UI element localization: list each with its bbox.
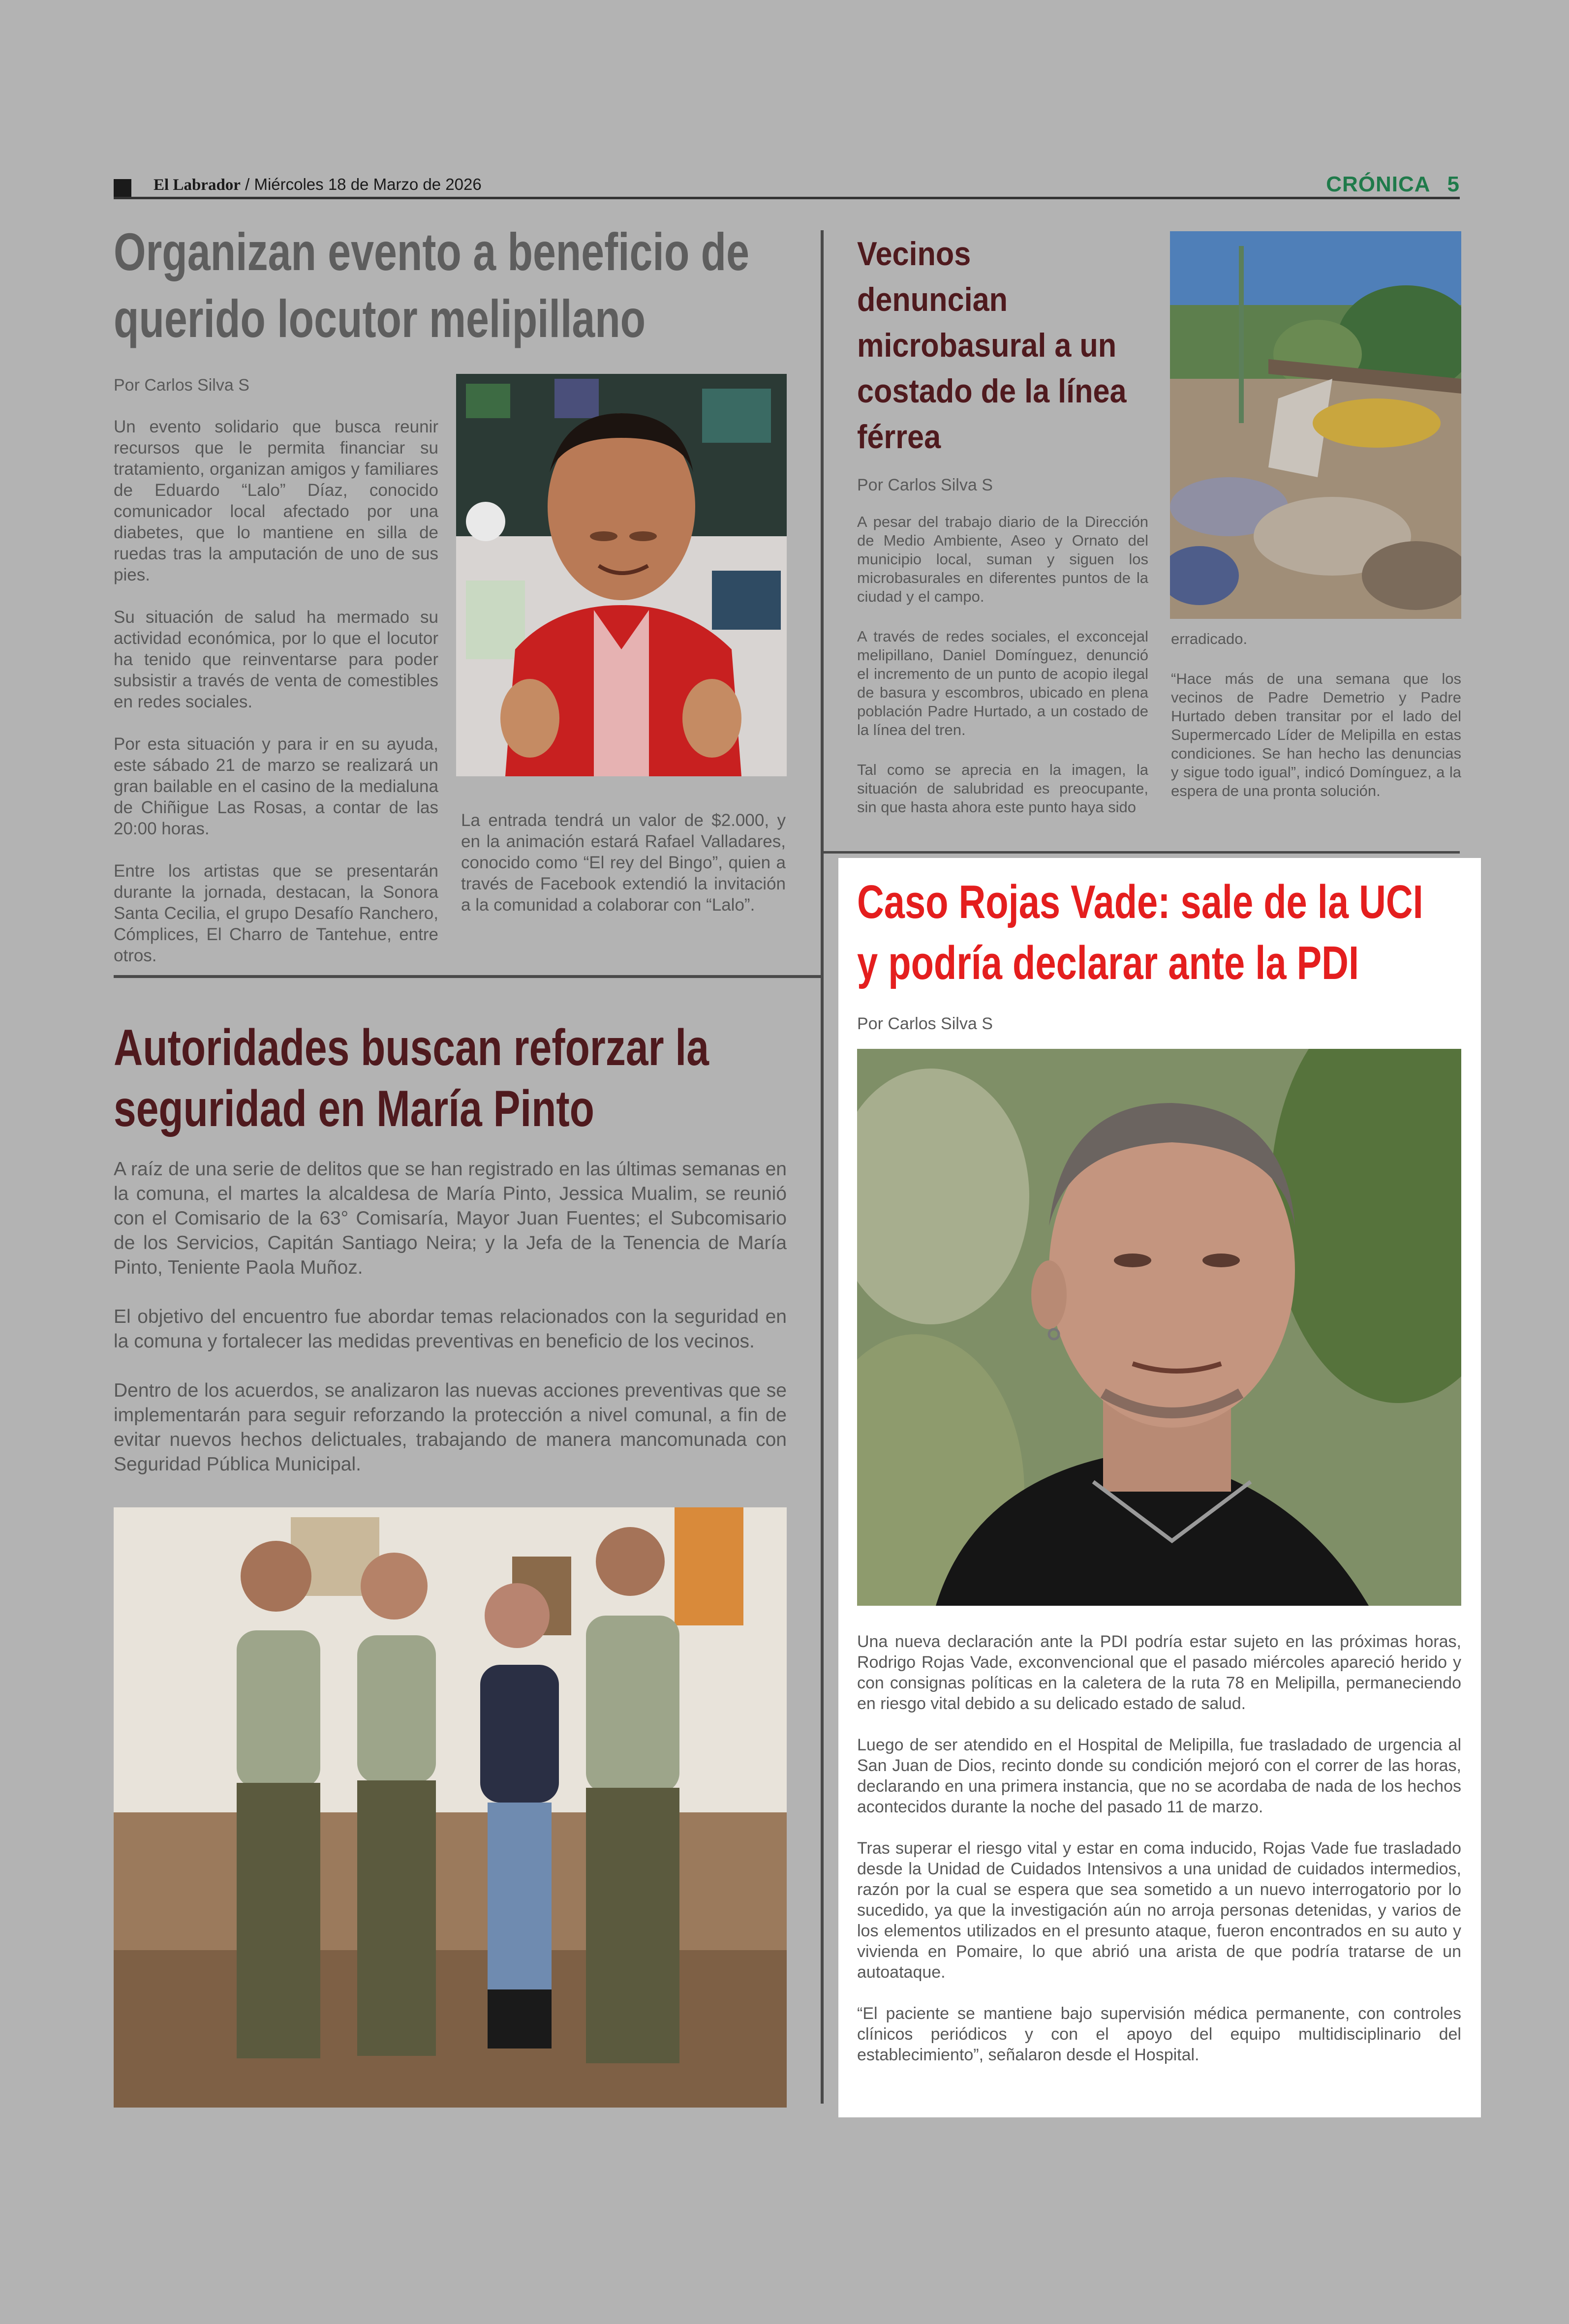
headline-line: y podría declarar ante la PDI — [857, 937, 1359, 989]
section-name: CRÓNICA — [1326, 172, 1431, 196]
article-rojas-vade-headline — [857, 872, 1569, 994]
headline-line: Caso Rojas Vade: sale de la UCI — [857, 876, 1423, 928]
article-evento-byline: Por Carlos Silva S — [114, 376, 249, 395]
article-microbasural-body-left — [857, 513, 1148, 817]
article-rojas-vade-byline: Por Carlos Silva S — [857, 1014, 993, 1033]
header-marker — [114, 179, 131, 197]
headline-line: seguridad en María Pinto — [114, 1080, 594, 1137]
paragraph: Una nueva declaración ante la PDI podría estar sujeto en las próximas horas, Rodrigo Rojas Vade, exconvencional que el pasado miércoles apareció herido y con consignas políticas en la caletera de la ruta 78 en Melipilla, permaneciendo en riesgo vital debido a su delicado estado de salud. — [857, 1632, 1461, 1713]
article-rojas-vade-body — [857, 1631, 1461, 2065]
header-section — [1326, 172, 1460, 197]
column-divider — [821, 230, 824, 2104]
article-microbasural-body-right — [1171, 630, 1461, 800]
paragraph: erradicado. — [1171, 630, 1248, 647]
paragraph: La entrada tendrá un valor de $2.000, y en la animación estará Rafael Valladares, conocido como “El rey del Bingo”, quien a través de Facebook extendió la invitación a la comunidad a colaborar con “Lalo”. — [461, 811, 786, 915]
paragraph: Tal como se aprecia en la imagen, la situación de salubridad es preocupante, sin que hasta ahora este punto haya sido — [857, 761, 1148, 816]
right-section-divider — [824, 851, 1460, 854]
paragraph: Por esta situación y para ir en su ayuda, este sábado 21 de marzo se realizará un gran bailable en el casino de la medialuna de Chiñigue Las Rosas, a contar de las 20:00 horas. — [114, 734, 438, 838]
article-evento-body-left — [114, 416, 438, 966]
paragraph: El objetivo del encuentro fue abordar temas relacionados con la seguridad en la comuna y fortalecer las medidas preventivas en beneficio de los vecinos. — [114, 1306, 787, 1352]
headline-line: costado de la línea — [857, 372, 1127, 410]
page-number: 5 — [1447, 172, 1460, 196]
headline-line: Vecinos — [857, 235, 971, 273]
paragraph: “El paciente se mantiene bajo supervisión médica permanente, con controles clínicos periódicos y con el apoyo del equipo multidisciplinario del establecimiento”, señalaron desde el Hospital. — [857, 2004, 1461, 2064]
article-microbasural-byline: Por Carlos Silva S — [857, 476, 993, 494]
authorities-photo — [114, 1507, 787, 2108]
paragraph: Luego de ser atendido en el Hospital de Melipilla, fue trasladado de urgencia al San Juan de Dios, recinto donde su condición mejoró con el correr de las horas, declarando en una primera instancia, que no se acordaba de nada de los hechos acontecidos durante la noche del pasado 11 de marzo. — [857, 1736, 1461, 1816]
paragraph: Un evento solidario que busca reunir recursos que le permita financiar su tratamiento, organizan amigos y familiares de Eduardo “Lalo” Díaz, conocido comunicador local afectado por una diabetes, que lo mantiene en silla de ruedas tras la amputación de uno de sus pies. — [114, 417, 438, 584]
paragraph: Tras superar el riesgo vital y estar en coma inducido, Rojas Vade fue trasladado desde la Unidad de Cuidados Intensivos a una unidad de cuidados intermedios, razón por la cual se espera que sea sometido a un nuevo interrogatorio por lo sucedido, ya que la investigación aún no arroja personas detenidas, y varios de los elementos utilizados en el presunto ataque, fueron encontrados en su auto y vivienda en Pomaire, lo que abrió una arista de que podría tratarse de un autoataque. — [857, 1839, 1461, 1982]
paragraph: Dentro de los acuerdos, se analizaron las nuevas acciones preventivas que se implementarán para seguir reforzando la protección a nivel comunal, a fin de evitar nuevos hechos delictuales, trabajando de manera mancomunada con Seguridad Pública Municipal. — [114, 1380, 787, 1475]
headline-line: férrea — [857, 418, 941, 456]
article-evento-body-right — [461, 810, 786, 916]
paragraph: Entre los artistas que se presentarán durante la jornada, destacan, la Sonora Santa Cecilia, el grupo Desafío Ranchero, Cómplices, El Charro de Tantehue, entre otros. — [114, 861, 438, 965]
left-section-divider — [114, 975, 821, 978]
header-masthead — [154, 175, 482, 194]
paragraph: “Hace más de una semana que los vecinos de Padre Demetrio y Padre Hurtado deben transitar por el lado del Supermercado Líder de Melipilla en estas condiciones. Se han hecho las denuncias y sigue todo igual”, indicó Domínguez, a la espera de una pronta solución. — [1171, 670, 1461, 799]
paragraph: Su situación de salud ha mermado su actividad económica, por lo que el locutor ha tenido que reinventarse para poder subsistir a través de venta de comestibles en redes sociales. — [114, 608, 438, 711]
microbasural-photo — [1170, 231, 1461, 619]
paragraph: A pesar del trabajo diario de la Dirección de Medio Ambiente, Aseo y Ornato del municipio local, suman y siguen los microbasurales en diferentes puntos de la ciudad y el campo. — [857, 513, 1148, 605]
rojas-vade-photo — [857, 1049, 1461, 1606]
headline-line: microbasural a un — [857, 327, 1117, 364]
article-evento-headline — [114, 218, 975, 352]
paper-name: El Labrador — [154, 176, 241, 194]
headline-line: querido locutor melipillano — [114, 289, 646, 348]
headline-line: Autoridades buscan reforzar la — [114, 1019, 709, 1076]
paragraph: A través de redes sociales, el exconcejal melipillano, Daniel Domínguez, denunció el incremento de un punto de acopio ilegal de basura y escombros, ubicado en plena población Padre Hurtado, a un costado de la línea del tren. — [857, 628, 1148, 738]
issue-date: / Miércoles 18 de Marzo de 2026 — [240, 175, 482, 193]
article-seguridad-body — [114, 1157, 787, 1477]
header-rule — [114, 197, 1460, 199]
locutor-photo — [456, 374, 787, 776]
headline-line: denuncian — [857, 281, 1008, 318]
headline-line: Organizan evento a beneficio de — [114, 222, 749, 281]
paragraph: A raíz de una serie de delitos que se han registrado en las últimas semanas en la comuna, el martes la alcaldesa de María Pinto, Jessica Mualim, se reunió con el Comisario de la 63° Comisaría, Mayor Juan Fuentes; el Subcomisario de los Servicios, Capitán Santiago Neira; y la Jefa de la Tenencia de María Pinto, Teniente Paola Muñoz. — [114, 1159, 787, 1278]
article-microbasural-headline — [857, 231, 1172, 460]
